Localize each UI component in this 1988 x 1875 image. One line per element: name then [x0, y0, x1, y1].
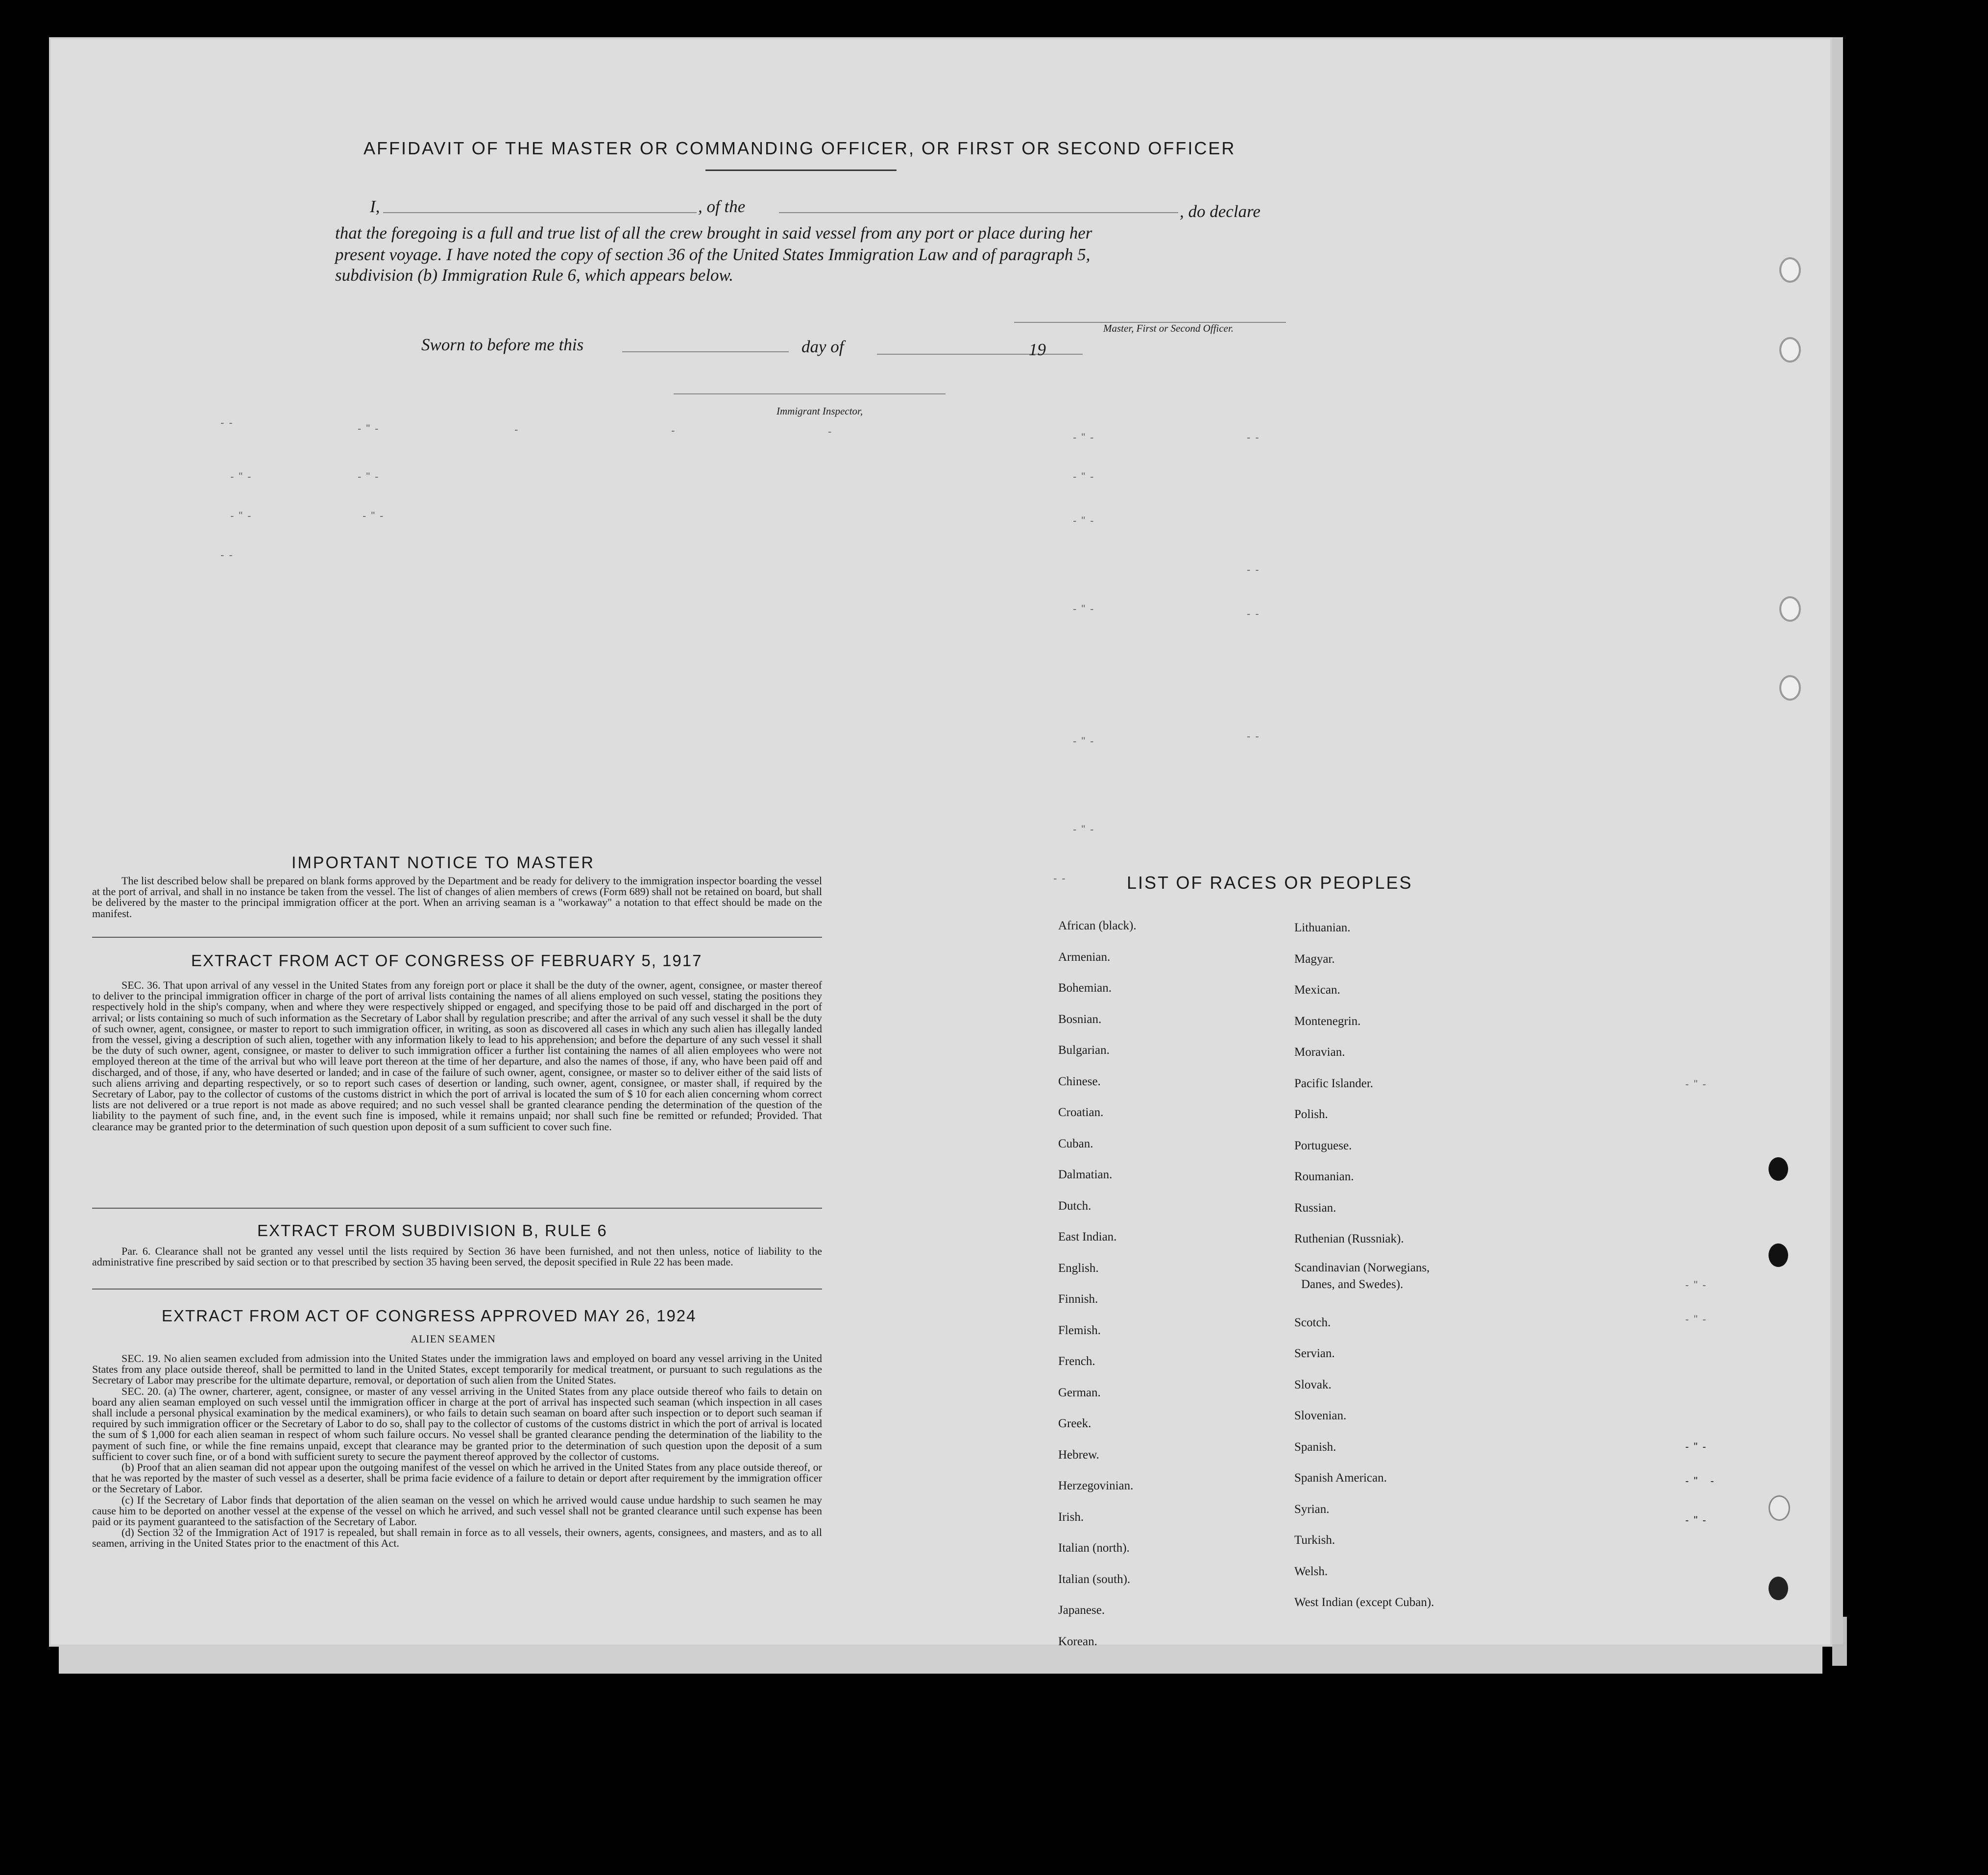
affidavit-line1-of: , of the	[698, 197, 746, 216]
punch-hole	[1779, 257, 1801, 283]
rule6-rule	[92, 1289, 822, 1290]
act1924-text	[92, 1353, 822, 1549]
act1917-title: EXTRACT FROM ACT OF CONGRESS OF FEBRUARY 5, 1917	[191, 951, 703, 970]
race-item: Scandinavian (Norwegians,	[1294, 1261, 1430, 1274]
punch-hole	[1769, 1243, 1788, 1267]
ditto-mark: -"-	[358, 422, 384, 435]
act1917-text: SEC. 36. That upon arrival of any vessel in the United States from any foreign port or place it shall be the duty of the owner, agent, consignee, or master thereof to deliver to the principal immigration officer in charge of the port of arrival lists containing the names of all aliens employed on such vessel, stating the positions they respectively hold in the ship's company, when and where they were respectively shipped or engaged, and specifying those to be paid off and discharged in the port of arrival; or lists containing so much of such information as the Secretary of Labor shall by regulation prescribe; and after the arrival of any such vessel it shall be the duty of such owner, agent, consignee, or master to report to such immigration officer, in writing, as soon as discovered all cases in which any such alien has illegally landed from the vessel, giving a description of such alien, together with any information likely to lead to his apprehension; and before the departure of any such vessel it shall be the duty of such owner, agent, consignee, or master to deliver to such immigration officer a further list containing the names of all alien employees who were not employed thereon at the time of the arrival but who will leave port thereon at the time of her departure, and also the names of those, if any, who have been paid off and discharged, and of those, if any, who have deserted or landed; and in case of the failure of such owner, agent, consignee, or master so to deliver either of the said lists of such aliens arriving and departing respectively, or so to report such cases of desertion or landing, such owner, agent, consignee, or master shall, if required by the Secretary of Labor, pay to the collector of customs of the customs district in which the port of arrival is located the sum of $ 10 for each alien concerning whom correct lists are not delivered or a true report is not made as above required; and no such vessel shall be granted clearance pending the determination of the question of the liability to the payment of such fine, and, in the event such fine is imposed, while it remains unpaid; nor shall such fine be remitted or refunded; Provided. That clearance may be granted prior to the determination of such question upon deposit of a sum sufficient to cover such fine.	[92, 979, 822, 1133]
act1924-sec20b: (b) Proof that an alien seaman did not appear upon the outgoing manifest of the vessel on which he arrived in the United States from any place outside thereof, or that he was reported by the master of such vessel as a deserter, shall be prima facie evidence of a failure to detain or deport after requirement by the immigration officer or the Secretary of Labor.	[92, 1461, 822, 1495]
race-item: Russian.	[1294, 1201, 1336, 1215]
ditto-mark: -"-	[1073, 735, 1099, 747]
race-item: Armenian.	[1058, 950, 1111, 964]
race-item: Magyar.	[1294, 952, 1335, 966]
ditto-mark: -"-	[230, 510, 256, 522]
race-item: Lithuanian.	[1294, 921, 1351, 934]
rule6-text: Par. 6. Clearance shall not be granted any vessel until the lists required by Section 36 have been furnished, and not then unless, notice of liability to the administrative fine prescribed by said section or to that prescribed by section 35 having been served, the deposit specified in Rule 22 has been made.	[92, 1245, 822, 1268]
ditto-mark: --	[1247, 730, 1264, 742]
master-signature-label: Master, First or Second Officer.	[1103, 322, 1234, 334]
affidavit-line4: subdivision (b) Immigration Rule 6, which appears below.	[335, 266, 734, 285]
race-item-cont: Danes, and Swedes).	[1301, 1277, 1404, 1291]
race-item: Slovenian.	[1294, 1409, 1347, 1422]
notice-rule	[92, 937, 822, 938]
ditto-mark: --	[220, 549, 238, 561]
ditto-mark: --	[1247, 608, 1264, 620]
month-blank	[877, 354, 1083, 355]
race-item: Greek.	[1058, 1417, 1091, 1430]
race-item: East Indian.	[1058, 1230, 1117, 1243]
ditto-mark: -"-	[230, 470, 256, 483]
punch-hole	[1769, 1157, 1788, 1181]
act1917-rule	[92, 1208, 822, 1209]
race-item: Italian (south).	[1058, 1572, 1131, 1586]
ditto-mark: -" -	[1685, 1475, 1719, 1487]
notice-title: IMPORTANT NOTICE TO MASTER	[291, 853, 595, 872]
day-of-text: day of	[801, 337, 844, 356]
ditto-mark: -"-	[1073, 514, 1099, 527]
race-item: Servian.	[1294, 1347, 1335, 1360]
rule6-title: EXTRACT FROM SUBDIVISION B, RULE 6	[257, 1221, 607, 1240]
race-item: Dutch.	[1058, 1199, 1091, 1213]
ditto-mark: -"-	[1073, 470, 1099, 483]
race-item: Korean.	[1058, 1634, 1097, 1648]
race-item: Mexican.	[1294, 983, 1340, 997]
act1924-sec20c: (c) If the Secretary of Labor finds that deportation of the alien seaman on the vessel on which he arrived would cause undue hardship to such seamen he may cause him to be deported on another vessel at the expense of the vessel on which he arrived, and such vessel shall not be granted clearance until such expense has been paid or its payment guaranteed to the satisfaction of the Secretary of Labor.	[92, 1493, 822, 1528]
ditto-mark: -	[671, 424, 680, 437]
race-item: Croatian.	[1058, 1106, 1104, 1119]
punch-hole	[1779, 596, 1801, 622]
races-title: LIST OF RACES OR PEOPLES	[1127, 873, 1413, 893]
affidavit-line1-declare: , do declare	[1180, 202, 1261, 221]
affidavit-line3: present voyage. I have noted the copy of section 36 of the United States Immigration Law and of paragraph 5,	[335, 245, 1091, 264]
name-blank	[383, 212, 697, 213]
race-item: Polish.	[1294, 1108, 1328, 1121]
ditto-mark: -"-	[1685, 1440, 1711, 1453]
races-left-column	[1058, 910, 1137, 1657]
punch-hole	[1769, 1577, 1788, 1600]
ditto-mark: -"-	[1685, 1514, 1711, 1526]
under-sheet-bottom	[59, 1644, 1822, 1674]
race-item: Scotch.	[1294, 1315, 1331, 1329]
ditto-mark: --	[220, 416, 238, 429]
ditto-mark: -"-	[1073, 823, 1099, 835]
ditto-mark: -"-	[1685, 1313, 1711, 1325]
ditto-mark: -	[514, 423, 523, 436]
affidavit-line2: that the foregoing is a full and true list of all the crew brought in said vessel from any port or place during her	[335, 223, 1092, 243]
race-item: Irish.	[1058, 1510, 1084, 1524]
race-item: Turkish.	[1294, 1534, 1335, 1547]
race-item: Spanish American.	[1294, 1471, 1387, 1485]
race-item: West Indian (except Cuban).	[1294, 1596, 1434, 1609]
race-item: Italian (north).	[1058, 1541, 1130, 1555]
ditto-mark: -"-	[1685, 1279, 1711, 1291]
inspector-signature-line	[674, 393, 946, 394]
ditto-mark: -"-	[358, 470, 384, 483]
sworn-day-blank	[622, 351, 789, 352]
race-item: Herzegovinian.	[1058, 1479, 1134, 1492]
race-item: German.	[1058, 1386, 1101, 1399]
race-item: Portuguese.	[1294, 1139, 1352, 1152]
ditto-mark: -	[828, 425, 837, 438]
race-item-scandinavian	[1294, 1255, 1434, 1307]
ditto-mark: --	[1247, 431, 1264, 443]
sworn-text: Sworn to before me this	[421, 335, 584, 354]
race-item: Bohemian.	[1058, 981, 1112, 995]
race-item: Dalmatian.	[1058, 1168, 1113, 1181]
race-item: Cuban.	[1058, 1137, 1093, 1150]
race-item: Ruthenian (Russniak).	[1294, 1232, 1404, 1245]
ditto-mark: -"-	[1073, 431, 1099, 443]
punch-hole	[1779, 337, 1801, 363]
race-item: Montenegrin.	[1294, 1014, 1361, 1028]
act1924-title: EXTRACT FROM ACT OF CONGRESS APPROVED MAY 26, 1924	[162, 1307, 697, 1325]
race-item: Chinese.	[1058, 1074, 1101, 1088]
year-text: 19	[1029, 340, 1046, 359]
race-item: Japanese.	[1058, 1604, 1105, 1617]
affidavit-line1-i: I,	[370, 197, 380, 216]
race-item: English.	[1058, 1261, 1099, 1275]
race-item: Bulgarian.	[1058, 1044, 1110, 1057]
races-right-column	[1294, 912, 1434, 1618]
act1924-sec19: SEC. 19. No alien seamen excluded from admission into the United States under the immigration laws and employed on board any vessel arriving in the United States from any place outside thereof, shall be permitted to land in the United States, except temporarily for medical treatment, or pursuant to such regulations as the Secretary of Labor may prescribe for the ultimate departure, removal, or deportation of such alien from the United States.	[92, 1352, 822, 1387]
race-item: Spanish.	[1294, 1440, 1336, 1454]
race-item: Pacific Islander.	[1294, 1076, 1374, 1090]
race-item: Welsh.	[1294, 1564, 1328, 1578]
notice-text: The list described below shall be prepared on blank forms approved by the Department and be ready for delivery to the immigration inspector boarding the vessel at the port of arrival, and shall in no instance be taken from the vessel. The list of changes of alien members of crews (Form 689) shall not be retained on board, but shall be delivered by the master to the principal immigration officer at the port. When an arriving seaman is a "workaway" a notation to that effect should be made on the manifest.	[92, 875, 822, 920]
race-item: African (black).	[1058, 919, 1137, 932]
punch-hole	[1779, 675, 1801, 701]
act1924-sec20a: SEC. 20. (a) The owner, charterer, agent, consignee, or master of any vessel arriving in the United States from any place outside thereof who fails to detain on board any alien seaman employed on such vessel until the immigration officer in charge at the port of arrival has inspected such seaman (which inspection in all cases shall include a personal physical examination by the medical examiners), or who fails to detain such seaman on board after such inspection or to deport such seaman if required by such immigration officer or the Secretary of Labor to do so, shall pay to the collector of customs of the customs district in which the port of arrival is located the sum of $ 1,000 for each alien seaman in respect of whom such failure occurs. No vessel shall be granted clearance pending the determination of the liability to the payment of such fine, or while the fine remains unpaid, except that clearance may be granted prior to the determination of such question upon the deposit of a sum sufficient to cover such fine, or of a bond with sufficient surety to secure the payment thereof approved by the collector of customs.	[92, 1385, 822, 1462]
page-edge	[1832, 37, 1843, 1644]
ditto-mark: --	[1053, 872, 1070, 884]
ditto-mark: --	[1247, 563, 1264, 576]
race-item: Roumanian.	[1294, 1170, 1354, 1183]
affidavit-title: AFFIDAVIT OF THE MASTER OR COMMANDING OFFICER, OR FIRST OR SECOND OFFICER	[364, 138, 1236, 158]
race-item: Slovak.	[1294, 1378, 1332, 1391]
punch-hole	[1769, 1495, 1790, 1521]
race-item: Moravian.	[1294, 1046, 1345, 1059]
race-item: French.	[1058, 1355, 1095, 1368]
inspector-label: Immigrant Inspector,	[776, 405, 863, 417]
title-rule	[705, 170, 897, 171]
race-item: Bosnian.	[1058, 1012, 1102, 1026]
vessel-blank	[779, 212, 1178, 213]
race-item: Hebrew.	[1058, 1448, 1099, 1461]
race-item: Flemish.	[1058, 1323, 1101, 1337]
ditto-mark: -"-	[1073, 603, 1099, 615]
ditto-mark: -"-	[363, 510, 388, 522]
act1924-subtitle: ALIEN SEAMEN	[411, 1333, 496, 1345]
race-item: Syrian.	[1294, 1502, 1330, 1516]
race-item: Finnish.	[1058, 1292, 1098, 1306]
act1924-sec20d: (d) Section 32 of the Immigration Act of 1917 is repealed, but shall remain in force as to all vessels, their owners, agents, consignees, and masters, and as to all seamen, arriving in the United States prior to the enactment of this Act.	[92, 1526, 822, 1550]
ditto-mark: -"-	[1685, 1078, 1711, 1090]
